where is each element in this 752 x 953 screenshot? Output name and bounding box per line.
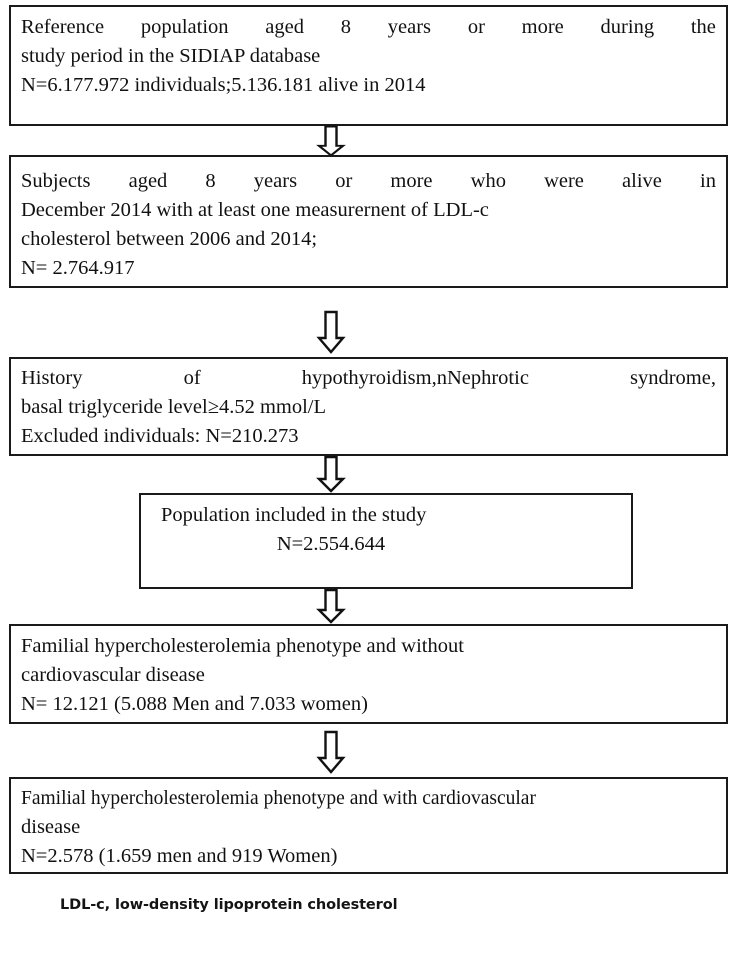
text-word: in xyxy=(700,170,716,192)
flow-box-line: basal triglyceride level≥4.52 mmol/L xyxy=(21,396,326,418)
text-word: aged xyxy=(128,170,168,192)
flow-box-fh-with-cvd xyxy=(9,777,728,874)
text-word: years xyxy=(253,170,298,192)
arrow-box5-to-box6 xyxy=(314,724,348,776)
flow-box-line: cholesterol between 2006 and 2014; xyxy=(21,228,318,250)
flow-box-line: study period in the SIDIAP database xyxy=(21,45,321,67)
text-word: were xyxy=(544,170,584,192)
flow-box-line: disease xyxy=(21,816,81,838)
text-word: History xyxy=(21,367,83,389)
text-word: years xyxy=(387,16,432,38)
flow-box-line: N=2.578 (1.659 men and 919 Women) xyxy=(21,845,338,867)
text-word: syndrome, xyxy=(630,367,716,389)
flow-box-line: December 2014 with at least one measurernent of LDL-c xyxy=(21,199,489,221)
text-word: of xyxy=(183,367,201,389)
flow-box-exclusion-criteria xyxy=(9,357,728,456)
flow-box-text xyxy=(11,779,726,871)
flow-box-line: Population included in the study xyxy=(161,504,427,526)
flow-box-line: N= 2.764.917 xyxy=(21,257,135,279)
text-word: 8 xyxy=(340,16,352,38)
flow-box-fh-without-cvd xyxy=(9,624,728,724)
flow-box-text xyxy=(11,359,726,451)
flow-box-text xyxy=(141,495,631,559)
flow-box-included-population xyxy=(139,493,633,589)
flow-box-text xyxy=(11,157,726,283)
text-word: Reference xyxy=(21,16,105,38)
flow-box-line: Excluded individuals: N=210.273 xyxy=(21,425,299,447)
text-word: more xyxy=(521,16,564,38)
flow-box-reference-population xyxy=(9,5,728,126)
diagram-footnote: LDL-c, low-density lipoprotein cholesterol xyxy=(60,897,398,913)
text-word: or xyxy=(335,170,353,192)
text-word: Subjects xyxy=(21,170,91,192)
text-word: or xyxy=(467,16,485,38)
flow-box-line: N=2.554.644 xyxy=(276,533,386,555)
text-word: alive xyxy=(622,170,662,192)
arrow-box2-to-box3 xyxy=(314,310,348,354)
flow-box-line: Familial hypercholesterolemia phenotype and without xyxy=(21,635,464,657)
text-word: population xyxy=(140,16,229,38)
arrow-box3-to-box4 xyxy=(314,455,348,493)
arrow-box1-to-box2 xyxy=(314,125,348,157)
text-word: more xyxy=(390,170,433,192)
text-word: the xyxy=(690,16,716,38)
flow-box-line xyxy=(21,167,716,196)
text-word: hypothyroidism,nNephrotic xyxy=(301,367,529,389)
flow-box-line: N=6.177.972 individuals;5.136.181 alive in 2014 xyxy=(21,74,426,96)
text-word: during xyxy=(600,16,655,38)
flow-box-line: N= 12.121 (5.088 Men and 7.033 women) xyxy=(21,693,368,715)
flow-box-eligible-subjects xyxy=(9,155,728,288)
flow-box-line xyxy=(21,364,716,393)
arrow-box4-to-box5 xyxy=(314,588,348,624)
text-word: aged xyxy=(265,16,304,38)
flow-box-line: cardiovascular disease xyxy=(21,664,205,686)
flow-box-line: Familial hypercholesterolemia phenotype and with cardiovascular xyxy=(21,788,536,809)
flow-box-text xyxy=(11,626,726,719)
flow-box-line xyxy=(21,13,716,42)
flow-box-text xyxy=(11,7,726,100)
text-word: who xyxy=(470,170,506,192)
text-word: 8 xyxy=(205,170,216,192)
